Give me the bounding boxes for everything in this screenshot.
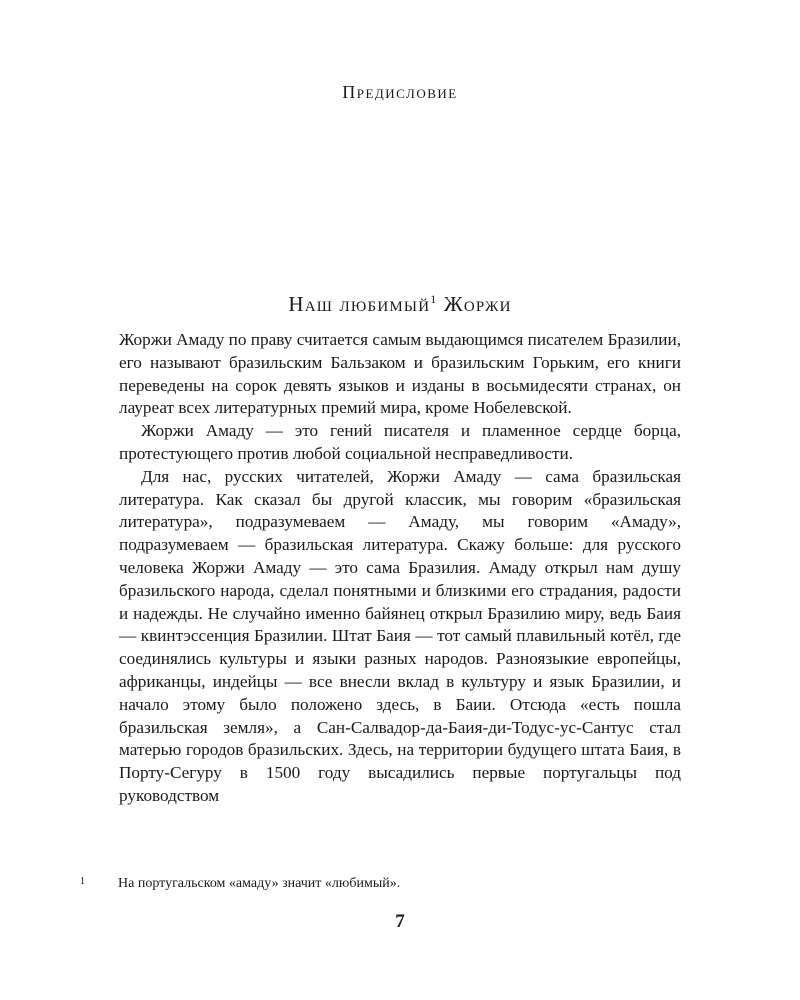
body-text xyxy=(119,329,681,808)
footnote-text: На португальском «амаду» значит «любимый». xyxy=(118,876,401,891)
chapter-title-main: Наш любимый xyxy=(288,292,431,316)
paragraph-1: Жоржи Амаду по праву считается самым выдающимся писателем Бразилии, его называют бразильским Бальзаком и бразильским Горьким, его книги переведены на сорок девять языков и изданы в восьмидесяти странах, он лауреат всех литературных премий мира, кроме Нобелевской. xyxy=(119,330,681,418)
chapter-title-name: Жоржи xyxy=(437,292,512,316)
running-head: Предисловие xyxy=(342,82,458,102)
page-number: 7 xyxy=(395,911,405,932)
paragraph-3: Для нас, русских читателей, Жоржи Амаду — сама бразильская литература. Как сказал бы другой классик, мы говорим «бразильская литература», подразумеваем — Амаду, мы говорим «Амаду», подразумеваем — бразильская литература. Скажу больше: для русского человека Жоржи Амаду — это сама Бразилия. Амаду открыл нам душу бразильского народа, сделал понятными и близкими его страдания, радости и надежды. Не случайно именно байянец открыл Бразилию миру, ведь Баия — квинтэссенция Бразилии. Штат Баия — тот самый плавильный котёл, где соединялись культуры и языки разных народов. Разноязыкие европейцы, африканцы, индейцы — все внесли вклад в культуру и язык Бразилии, и начало этому было положено здесь, в Баии. Отсюда «есть пошла бразильская земля», а Сан-Салвадор-да-Баия-ди-Тодус-ус-Сантус стал матерью городов бразильских. Здесь, на территории будущего штата Баия, в Порту-Сегуру в 1500 году высадились первые португальцы под руководством xyxy=(119,466,681,805)
footnote xyxy=(80,873,680,893)
chapter-title xyxy=(0,292,800,317)
footnote-mark: 1 xyxy=(80,876,85,887)
paragraph-2: Жоржи Амаду — это гений писателя и пламенное сердце борца, протестующего против любой социальной несправедливости. xyxy=(119,421,681,463)
footnote-reference: 1 xyxy=(430,292,438,306)
